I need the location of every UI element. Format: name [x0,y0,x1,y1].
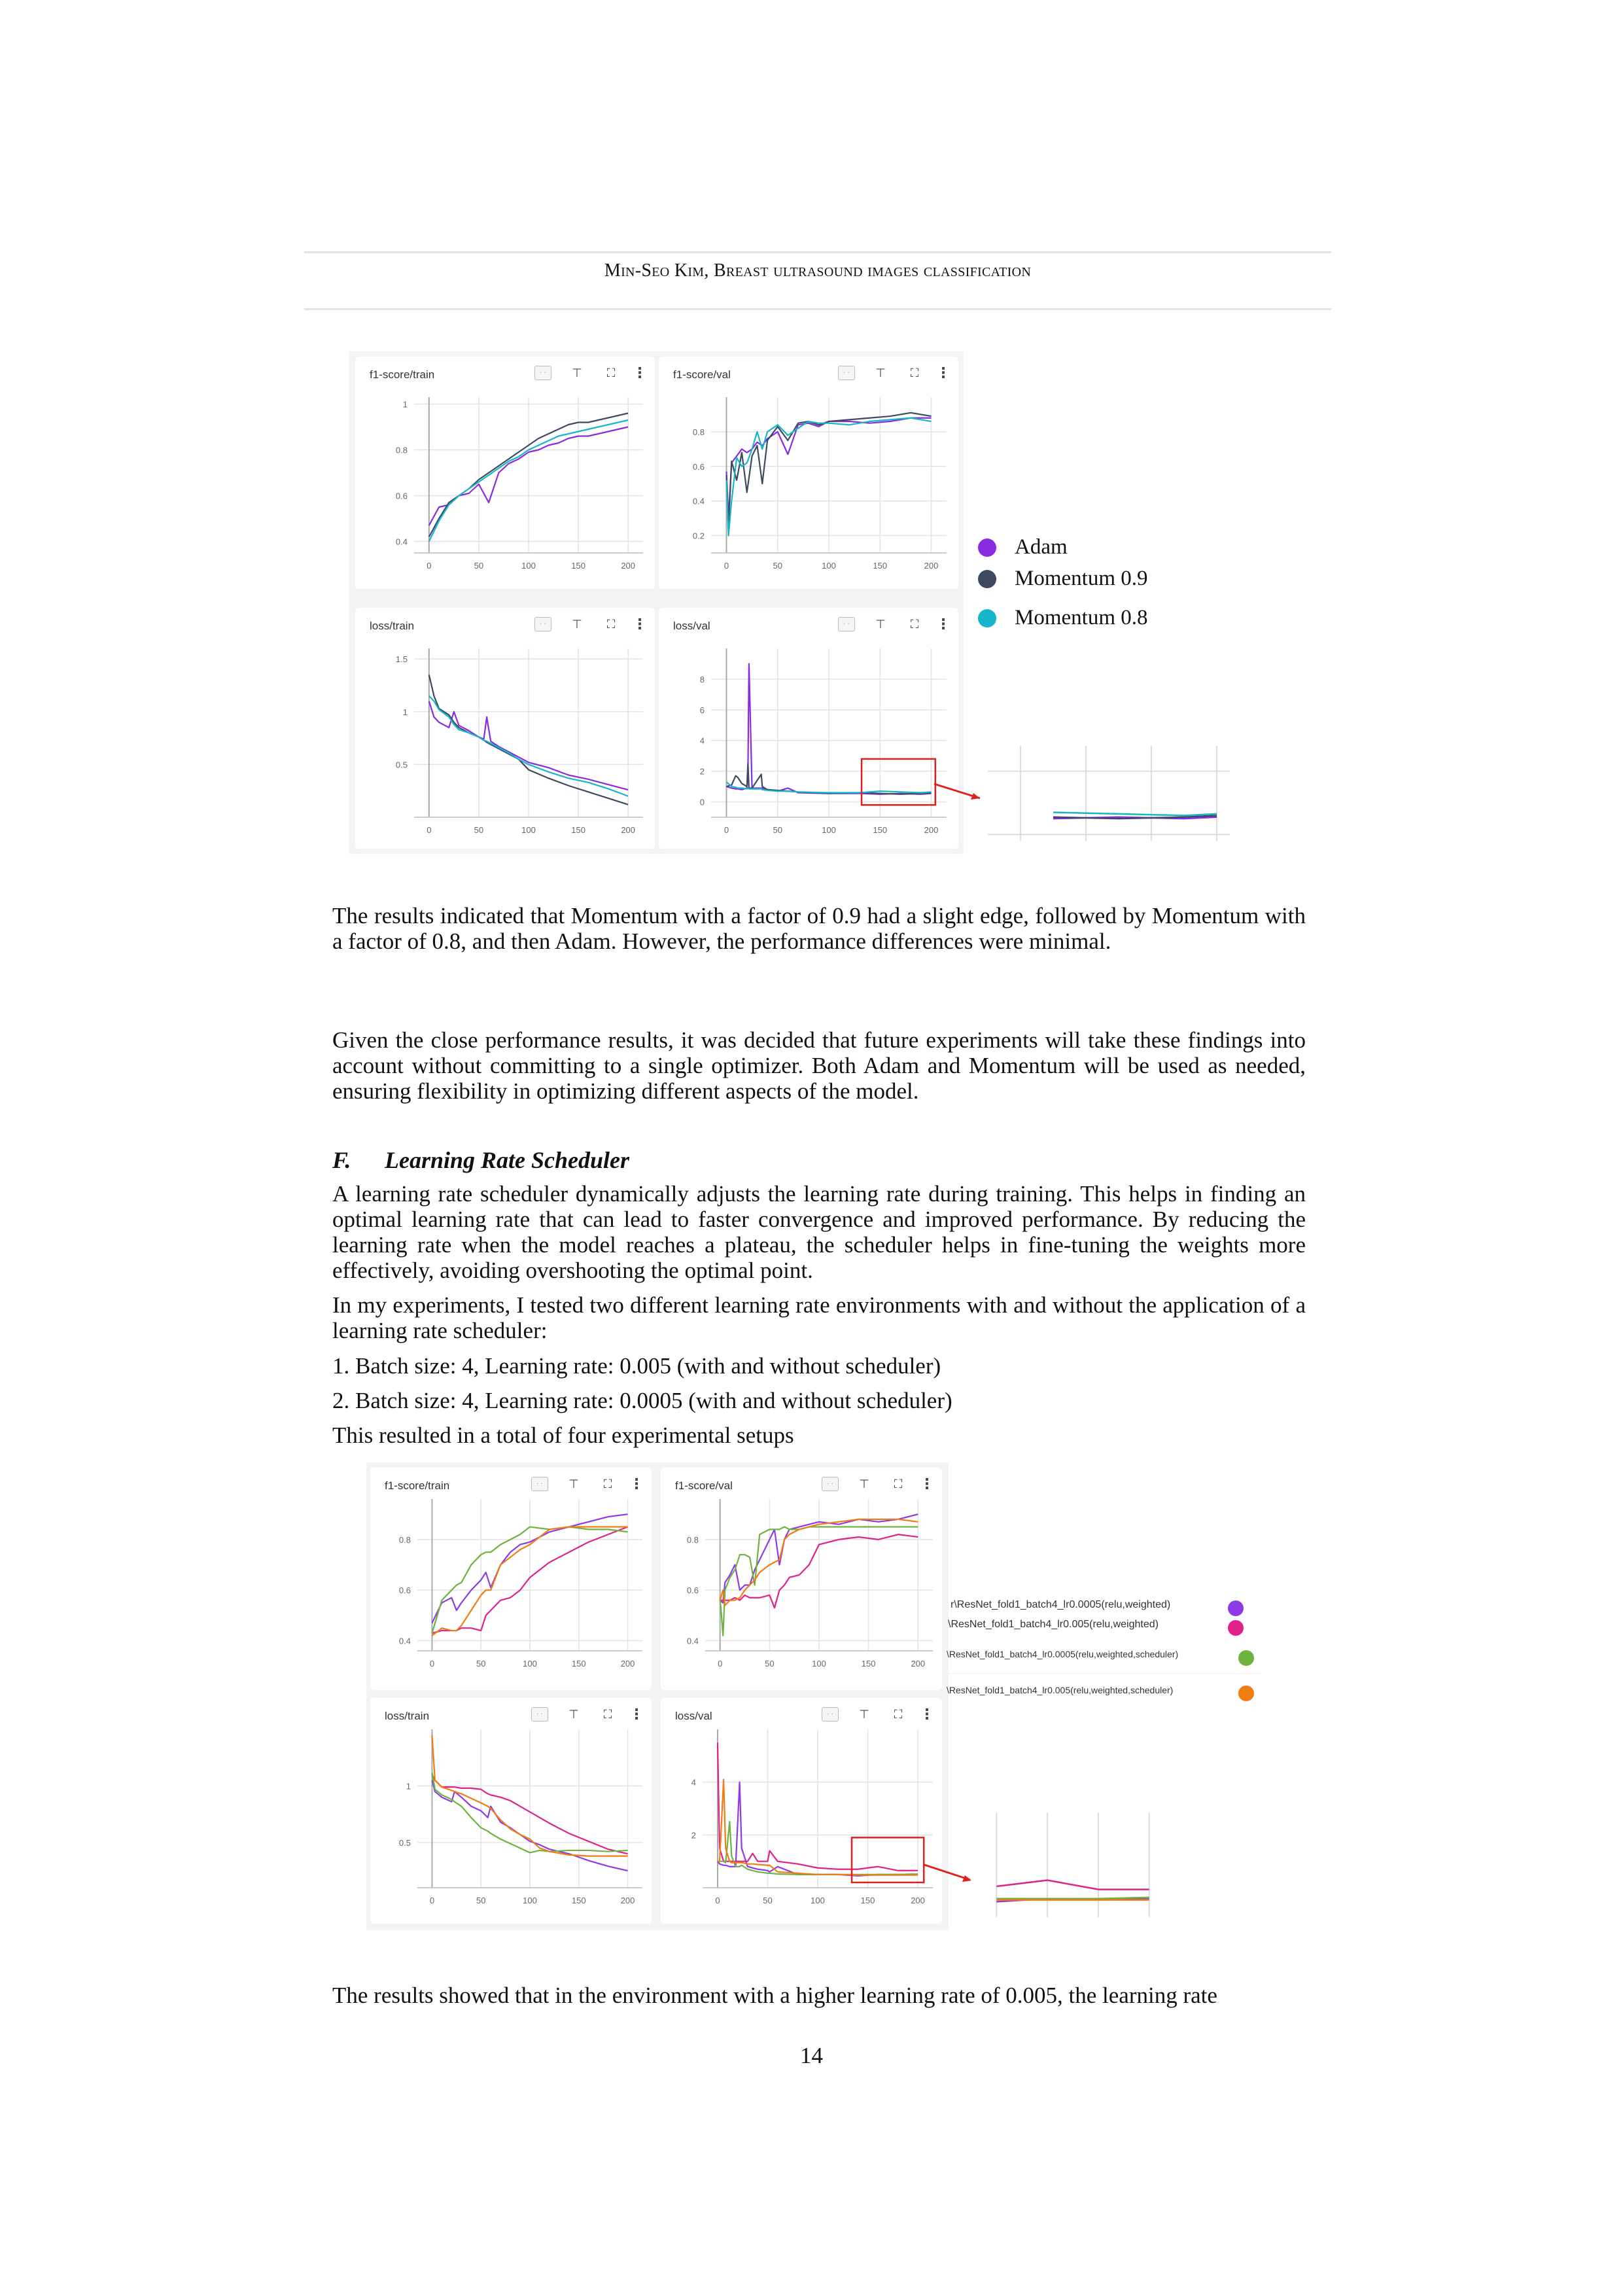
y-tick-label: 0.8 [398,1534,411,1545]
chart-f1-val-2 [661,1468,942,1690]
x-tick-label: 50 [773,825,782,835]
legend-label: \ResNet_fold1_batch4_lr0.0005(relu,weighted,scheduler) [947,1649,1179,1659]
legend-item [978,567,1148,591]
pin-icon[interactable]: ⊤ [875,366,886,380]
y-tick-label: 0.5 [398,1837,411,1848]
panel-title: loss/val [673,620,710,632]
x-tick-label: 0 [724,561,729,571]
paragraph-decision: Given the close performance results, it was decided that future experiments will take these findings into account without committing to a single optimizer. Both Adam and Momentum will be used as needed, ensuring flexibility in optimizing different aspects of the model. [332,1027,1306,1104]
y-tick-label: 6 [699,705,705,715]
y-tick-label: 0.4 [395,537,408,547]
pin-icon[interactable]: ⊤ [859,1707,869,1722]
x-tick-label: 100 [812,1659,826,1669]
fullscreen-icon[interactable]: ⛶ [894,1707,903,1722]
chart-f1-val-1 [659,357,958,589]
x-tick-label: 200 [620,1659,635,1669]
pin-icon[interactable]: ⊤ [568,1707,579,1722]
more-vert-icon[interactable]: ⋮ [920,1475,934,1492]
x-tick-label: 0 [715,1896,720,1905]
legend-item [978,606,1148,630]
y-tick-label: 0.6 [395,491,408,501]
x-tick-label: 100 [811,1896,825,1905]
panel-title: f1-score/train [385,1479,450,1492]
fullscreen-icon[interactable]: ⛶ [910,617,919,631]
x-tick-label: 150 [873,561,888,571]
legend-label: Adam [1015,535,1068,559]
x-tick-label: 0 [724,825,729,835]
chart-panel [355,357,655,589]
chart-loss-val-1 [659,608,958,849]
x-tick-label: 50 [474,825,484,835]
legend-dot [978,539,996,557]
panel-title: f1-score/val [675,1479,733,1492]
y-tick-label: 8 [699,674,705,684]
legend-dot [1238,1650,1254,1666]
more-vert-icon[interactable]: ⋮ [633,616,647,633]
panel-title: loss/val [675,1710,712,1722]
fit-domain-icon[interactable]: · · [534,366,551,380]
zoom-inset-loss-val-1 [981,736,1243,851]
inset-series-line-lr0-0005-relu-weighted-scheduler [996,1898,1149,1899]
x-tick-label: 0 [429,1896,435,1905]
more-vert-icon[interactable]: ⋮ [920,1706,934,1723]
chart-loss-train-1 [355,608,655,849]
y-tick-label: 0.6 [686,1585,699,1596]
legend-label: Momentum 0.9 [1015,567,1148,590]
x-tick-label: 150 [571,1896,586,1905]
fit-domain-icon[interactable]: · · [838,617,855,631]
x-tick-label: 100 [521,825,536,835]
x-tick-label: 50 [474,561,484,571]
paragraph-scheduler-intro: A learning rate scheduler dynamically adjusts the learning rate during training. This helps in finding an optimal learning rate that can lead to faster convergence and improved performance. By reducing the learning rate when the model reaches a plateau, the scheduler helps in fine-tuning the weights more effectively, avoiding overshooting the optimal point. [332,1181,1306,1283]
fullscreen-icon[interactable]: ⛶ [894,1477,903,1491]
fullscreen-icon[interactable]: ⛶ [603,1477,612,1491]
list-item-1: 1. Batch size: 4, Learning rate: 0.005 (with and without scheduler) [332,1353,941,1379]
x-tick-label: 200 [911,1659,926,1669]
chart-panel [370,1468,652,1690]
y-tick-label: 0.4 [692,496,705,506]
fullscreen-icon[interactable]: ⛶ [603,1707,612,1722]
pin-icon[interactable]: ⊤ [568,1477,579,1491]
x-tick-label: 100 [523,1659,537,1669]
panel-title: f1-score/val [673,368,731,381]
legend-label: \ResNet_fold1_batch4_lr0.005(relu,weighted) [948,1619,1159,1630]
header-top-rule [304,251,1331,253]
legend-dot [1228,1600,1244,1616]
pin-icon[interactable]: ⊤ [572,617,582,631]
x-tick-label: 200 [621,561,636,571]
legend-dot [1228,1620,1244,1636]
x-tick-label: 200 [911,1896,925,1905]
fit-domain-icon[interactable]: · · [534,617,551,631]
y-tick-label: 0.8 [686,1534,699,1545]
x-tick-label: 50 [476,1659,486,1669]
y-tick-label: 0.6 [398,1585,411,1596]
y-tick-label: 0 [699,797,705,807]
fit-domain-icon[interactable]: · · [531,1477,548,1491]
panel-title: f1-score/train [370,368,435,381]
x-tick-label: 200 [924,561,939,571]
fit-domain-icon[interactable]: · · [822,1707,839,1722]
more-vert-icon[interactable]: ⋮ [629,1706,644,1723]
chart-loss-val-2 [661,1698,942,1924]
y-tick-label: 1 [402,399,408,410]
pin-icon[interactable]: ⊤ [859,1477,869,1491]
x-tick-label: 0 [718,1659,723,1669]
more-vert-icon[interactable]: ⋮ [633,364,647,381]
legend-runs [947,1597,1261,1714]
x-tick-label: 0 [427,561,432,571]
chart-panel [661,1698,942,1924]
x-tick-label: 150 [873,825,888,835]
more-vert-icon[interactable]: ⋮ [936,616,951,633]
x-tick-label: 50 [763,1896,773,1905]
legend-label: r\ResNet_fold1_batch4_lr0.0005(relu,weighted) [951,1599,1171,1610]
figure-2 [366,1462,949,1930]
running-header: Min-Seo Kim, Breast ultrasound images classification [604,260,1032,281]
y-tick-label: 4 [699,735,705,746]
figure-1 [349,351,964,854]
x-tick-label: 150 [571,1659,586,1669]
y-tick-label: 0.4 [686,1636,699,1646]
fit-domain-icon[interactable]: · · [531,1707,548,1722]
x-tick-label: 100 [822,825,836,835]
y-tick-label: 2 [699,766,705,777]
x-tick-label: 50 [773,561,782,571]
y-tick-label: 0.5 [395,760,408,770]
x-tick-label: 0 [429,1659,435,1669]
inset-series-line-lr0-005-relu-weighted [996,1881,1149,1890]
fullscreen-icon[interactable]: ⛶ [910,366,919,380]
highlight-box [862,759,935,805]
legend-divider [947,1673,1261,1674]
paragraph-results-scheduler: The results showed that in the environment with a higher learning rate of 0.005, the learning rate [332,1983,1217,2008]
section-title: Learning Rate Scheduler [385,1147,630,1173]
paragraph-experiments: In my experiments, I tested two different learning rate environments with and without the application of a learning rate scheduler: [332,1292,1306,1343]
y-tick-label: 2 [691,1830,696,1841]
paragraph-setups: This resulted in a total of four experimental setups [332,1422,794,1448]
y-tick-label: 1.5 [395,654,408,665]
fullscreen-icon[interactable]: ⛶ [606,617,616,631]
x-tick-label: 100 [822,561,836,571]
legend-label: \ResNet_fold1_batch4_lr0.005(relu,weighted,scheduler) [947,1685,1174,1695]
x-tick-label: 200 [621,825,636,835]
list-item-2: 2. Batch size: 4, Learning rate: 0.0005 (with and without scheduler) [332,1388,952,1413]
section-heading [332,1146,629,1174]
y-tick-label: 0.4 [398,1636,411,1646]
x-tick-label: 50 [476,1896,486,1905]
chart-panel [659,608,958,849]
chart-f1-train-1 [355,357,655,589]
legend-item [978,535,1068,559]
legend-dot [978,570,996,588]
legend-label: Momentum 0.8 [1015,606,1148,629]
x-tick-label: 150 [571,561,585,571]
y-tick-label: 0.6 [692,461,705,472]
x-tick-label: 0 [427,825,432,835]
x-tick-label: 150 [571,825,585,835]
x-tick-label: 100 [523,1896,537,1905]
x-tick-label: 200 [924,825,939,835]
zoom-inset-loss-val-2 [968,1803,1178,1927]
panel-title: loss/train [385,1710,430,1722]
y-tick-label: 0.8 [692,427,705,437]
x-tick-label: 150 [861,1659,876,1669]
pin-icon[interactable]: ⊤ [875,617,886,631]
inset-series-line-momentum-0-8 [1053,813,1217,816]
more-vert-icon[interactable]: ⋮ [936,364,951,381]
chart-loss-train-2 [370,1698,652,1924]
chart-panel [661,1468,942,1690]
fit-domain-icon[interactable]: · · [822,1477,839,1491]
y-tick-label: 0.2 [692,531,705,541]
chart-panel [659,357,958,589]
pin-icon[interactable]: ⊤ [572,366,582,380]
y-tick-label: 4 [691,1777,696,1788]
x-tick-label: 200 [620,1896,635,1905]
chart-f1-train-2 [370,1468,652,1690]
paragraph-results-optimizers: The results indicated that Momentum with a factor of 0.9 had a slight edge, followed by Momentum with a factor of 0.8, and then Adam. However, the performance differences were minimal. [332,903,1306,954]
header-bottom-rule [304,308,1331,310]
y-tick-label: 1 [406,1781,411,1792]
page-number: 14 [800,2043,823,2068]
more-vert-icon[interactable]: ⋮ [629,1475,644,1492]
legend-dot [1238,1686,1254,1701]
panel-title: loss/train [370,620,415,632]
x-tick-label: 100 [521,561,536,571]
fullscreen-icon[interactable]: ⛶ [606,366,616,380]
x-tick-label: 150 [860,1896,875,1905]
chart-panel [370,1698,652,1924]
section-number: F. [332,1147,351,1173]
legend-dot [978,609,996,627]
x-tick-label: 50 [765,1659,775,1669]
y-tick-label: 1 [402,707,408,717]
y-tick-label: 0.8 [395,445,408,455]
chart-panel [355,608,655,849]
fit-domain-icon[interactable]: · · [838,366,855,380]
